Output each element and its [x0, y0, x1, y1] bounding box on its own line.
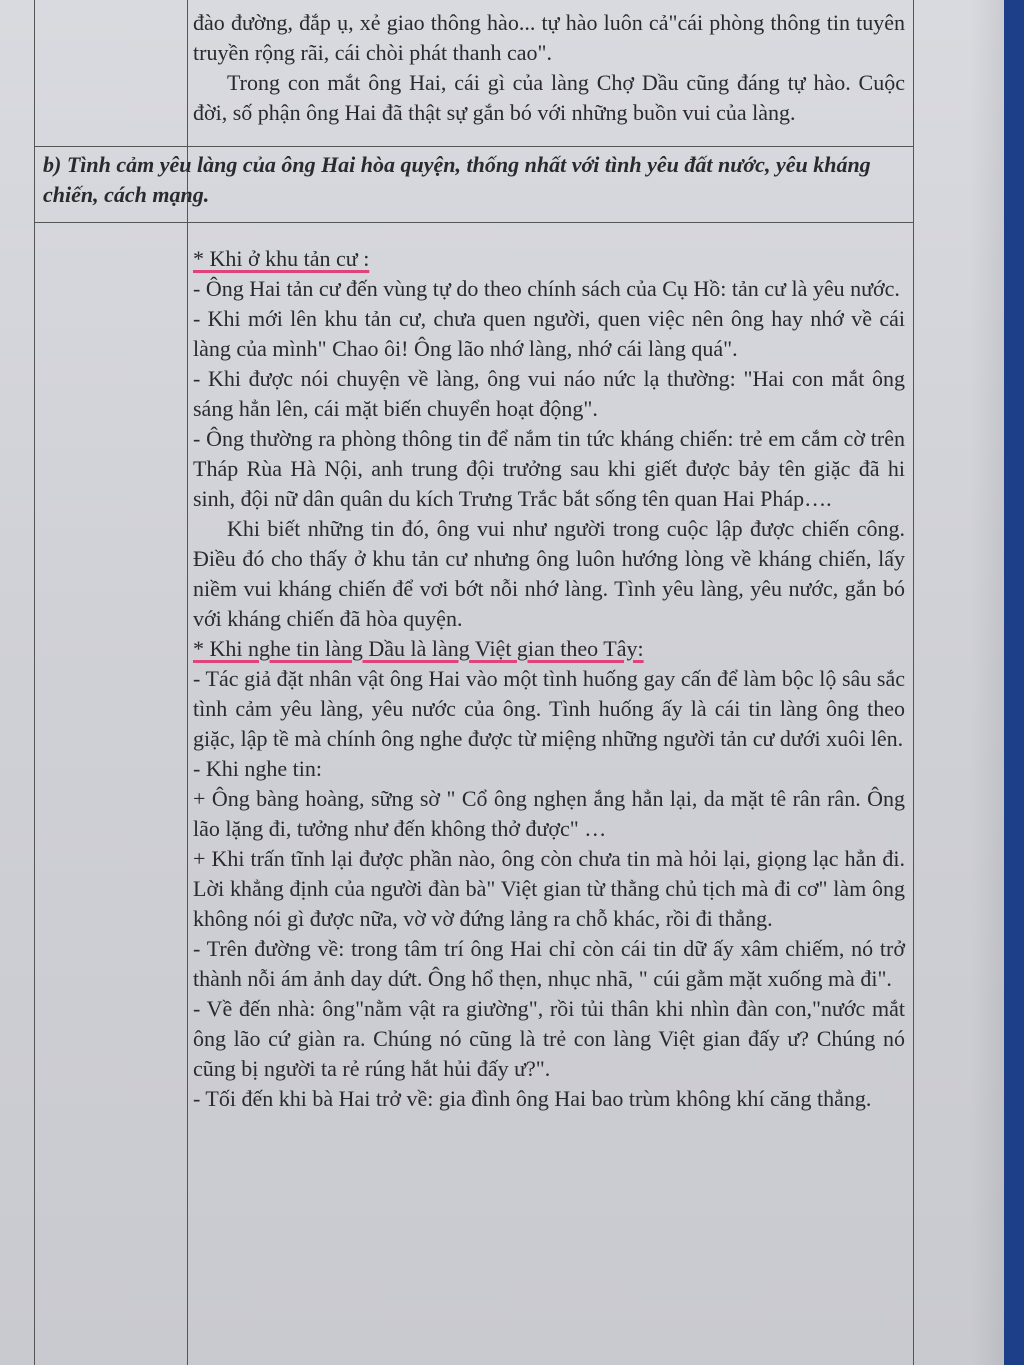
- paragraph: - Khi được nói chuyện về làng, ông vui náo nức lạ thường: "Hai con mắt ông sáng hẳn lên, cái mặt biến chuyển hoạt động".: [193, 366, 905, 421]
- table-row-divider: [35, 222, 913, 223]
- paragraph: - Ông Hai tản cư đến vùng tự do theo chính sách của Cụ Hồ: tản cư là yêu nước.: [193, 276, 900, 301]
- paragraph: - Tối đến khi bà Hai trở về: gia đình ông Hai bao trùm không khí căng thẳng.: [193, 1086, 872, 1111]
- subheading-tan-cu: * Khi ở khu tản cư :: [193, 246, 370, 271]
- top-section-cell: [193, 8, 905, 128]
- main-content-cell: [193, 244, 905, 1114]
- paragraph: + Khi trấn tĩnh lại được phần nào, ông còn chưa tin mà hỏi lại, giọng lạc hẳn đi. Lời khẳng định của người đàn bà" Việt gian từ thằng chủ tịch mà đi cơ" làm ông không nói gì được nữa, vờ vờ đứng lảng ra chỗ khác, rồi đi thẳng.: [193, 846, 905, 931]
- paragraph: - Ông thường ra phòng thông tin để nắm tin tức kháng chiến: trẻ em cắm cờ trên Tháp Rùa Hà Nội, anh trung đội trưởng sau khi giết được bảy tên giặc đã hi sinh, đội nữ dân quân du kích Trưng Trắc bắt sống tên quan Hai Pháp….: [193, 426, 905, 511]
- paragraph: - Tác giả đặt nhân vật ông Hai vào một tình huống gay cấn để làm bộc lộ sâu sắc tình cảm yêu làng, yêu nước của ông. Tình huống ấy là cái tin làng ông theo giặc, lập tề mà chính ông nghe được từ miệng những người tản cư dưới xuôi lên.: [193, 666, 905, 751]
- top-section-text: đào đường, đắp ụ, xẻ giao thông hào... tự hào luôn cả"cái phòng thông tin tuyên truyền rộng rãi, cái chòi phát thanh cao".: [193, 10, 905, 65]
- section-b-heading: b) Tình cảm yêu làng của ông Hai hòa quyện, thống nhất với tình yêu đất nước, yêu kháng chiến, cách mạng.: [43, 152, 871, 207]
- paragraph: - Khi nghe tin:: [193, 756, 322, 781]
- paragraph: Khi biết những tin đó, ông vui như người trong cuộc lập được chiến công. Điều đó cho thấy ở khu tản cư nhưng ông luôn hướng lòng về kháng chiến, lấy niềm vui kháng chiến để vơi bớt nỗi nhớ làng. Tình yêu làng, yêu nước, gắn bó với kháng chiến đã hòa quyện.: [193, 516, 905, 631]
- table-row-divider: [35, 146, 913, 147]
- paragraph: + Ông bàng hoàng, sững sờ " Cổ ông nghẹn ắng hẳn lại, da mặt tê rân rân. Ông lão lặng đi, tưởng như đến không thở được" …: [193, 786, 905, 841]
- paragraph: - Khi mới lên khu tản cư, chưa quen người, quen việc nên ông hay nhớ về cái làng của mình" Chao ôi! Ông lão nhớ làng, nhớ cái làng quá".: [193, 306, 905, 361]
- content-table: [34, 0, 914, 1365]
- paragraph: - Về đến nhà: ông"nằm vật ra giường", rồi tủi thân khi nhìn đàn con,"nước mắt ông lão cứ giàn ra. Chúng nó cũng là trẻ con làng Việt gian đấy ư? Chúng nó cũng bị người ta rẻ rúng hắt hủi đấy ư?".: [193, 996, 905, 1081]
- paragraph: - Trên đường về: trong tâm trí ông Hai chỉ còn cái tin dữ ấy xâm chiếm, nó trở thành nỗi ám ảnh day dứt. Ông hổ thẹn, nhục nhã, " cúi gằm mặt xuống mà đi".: [193, 936, 905, 991]
- page-edge-shadow: [970, 0, 1004, 1365]
- top-section-para2: Trong con mắt ông Hai, cái gì của làng Chợ Dầu cũng đáng tự hào. Cuộc đời, số phận ông Hai đã thật sự gắn bó với những buồn vui của làng.: [193, 70, 905, 125]
- subheading-viet-gian: * Khi nghe tin làng Dầu là làng Việt gian theo Tây:: [193, 636, 644, 661]
